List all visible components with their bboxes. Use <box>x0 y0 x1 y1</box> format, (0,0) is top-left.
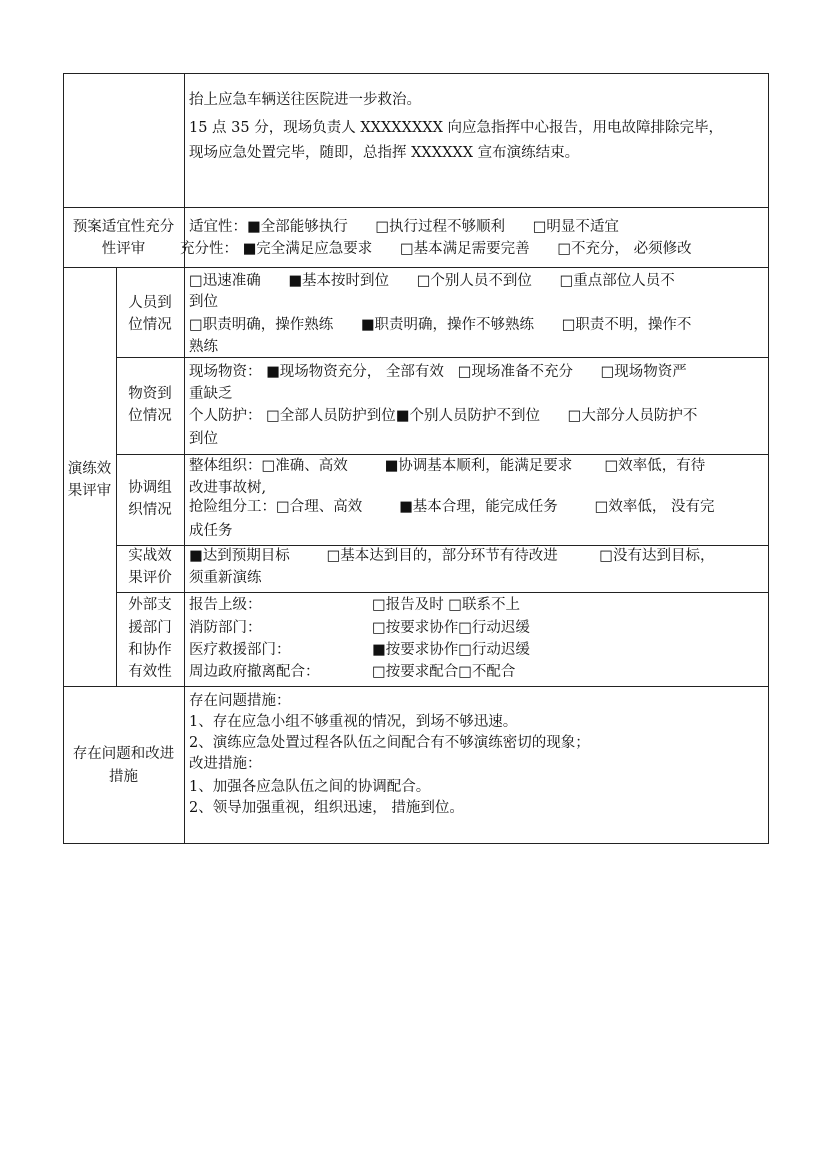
dept-label: 医疗救援部门： <box>189 642 291 658</box>
sub-label: 物资到 <box>128 386 172 402</box>
sub-label: 位情况 <box>128 408 172 424</box>
dept-label: 报告上级： <box>189 597 262 613</box>
text-line: 存在问题措施： <box>189 693 291 709</box>
text-line: 现场物资： ■现场物资充分， 全部有效 □现场准备不充分 □现场物资严 <box>189 364 687 380</box>
text-line: 改进措施： <box>189 756 262 772</box>
adequacy-line: 充分性： ■完全满足应急要求 □基本满足需要完善 □不充分， 必须修改 <box>180 241 692 257</box>
section-label: 演练效 <box>67 461 112 477</box>
text-line: 个人防护： □全部人员防护到位■个别人员防护不到位 □大部分人员防护不 <box>189 408 698 424</box>
dept-options: ■按要求协作□行动迟缓 <box>372 642 530 658</box>
text-line: 须重新演练 <box>189 570 262 586</box>
text-line: 1、加强各应急队伍之间的协调配合。 <box>189 779 431 795</box>
text-line: 现场应急处置完毕，随即，总指挥 XXXXXX 宣布演练结束。 <box>189 145 580 161</box>
section-label: 果评审 <box>67 483 112 499</box>
dept-options: □按要求配合□不配合 <box>372 664 516 680</box>
text-line: 到位 <box>189 294 218 310</box>
sub-label: 和协作 <box>128 642 172 658</box>
text-line: ■达到预期目标 □基本达到目的，部分环节有待改进 □没有达到目标， <box>189 548 715 564</box>
text-line: 整体组织：□准确、高效 ■协调基本顺利，能满足要求 □效率低，有待 <box>189 458 706 474</box>
text-line: 成任务 <box>189 523 233 539</box>
sub-label: 实战效 <box>128 548 172 564</box>
text-line: 1、存在应急小组不够重视的情况，到场不够迅速。 <box>189 714 518 730</box>
text-line: 2、演练应急处置过程各队伍之间配合有不够演练密切的现象； <box>189 735 590 751</box>
sub-label: 有效性 <box>128 664 172 680</box>
sub-label: 织情况 <box>128 502 172 518</box>
row-label: 预案适宜性充分 <box>72 219 175 235</box>
row-label: 性评审 <box>101 241 146 257</box>
text-line: 15 点 35 分，现场负责人 XXXXXXXX 向应急指挥中心报告，用电故障排除完毕， <box>189 120 724 136</box>
text-line: □职责明确，操作熟练 ■职责明确，操作不够熟练 □职责不明，操作不 <box>189 317 692 333</box>
sub-label: 人员到 <box>128 295 172 311</box>
suitability-line: 适宜性：■全部能够执行 □执行过程不够顺利 □明显不适宜 <box>189 219 619 235</box>
text-line: 抢险组分工：□合理、高效 ■基本合理，能完成任务 □效率低， 没有完 <box>189 499 715 515</box>
text-line: □迅速准确 ■基本按时到位 □个别人员不到位 □重点部位人员不 <box>189 273 675 289</box>
sub-label: 协调组 <box>128 480 172 496</box>
sub-label: 援部门 <box>128 620 172 636</box>
sub-label: 果评价 <box>128 570 172 586</box>
text-line: 抬上应急车辆送往医院进一步救治。 <box>189 92 421 108</box>
dept-label: 周边政府撤离配合： <box>189 664 320 680</box>
row-label: 存在问题和改进 <box>72 746 175 762</box>
sub-label: 位情况 <box>128 317 172 333</box>
text-line: 到位 <box>189 431 218 447</box>
text-line: 改进事故树, <box>189 480 267 496</box>
text-line: 2、领导加强重视，组织迅速， 措施到位。 <box>189 800 464 816</box>
dept-options: □按要求协作□行动迟缓 <box>372 620 530 636</box>
sub-label: 外部支 <box>128 597 172 613</box>
text-line: 重缺乏 <box>189 386 233 402</box>
text-line: 熟练 <box>189 339 218 355</box>
dept-options: □报告及时 □联系不上 <box>372 597 521 613</box>
dept-label: 消防部门： <box>189 620 262 636</box>
row-label: 措施 <box>109 769 138 785</box>
